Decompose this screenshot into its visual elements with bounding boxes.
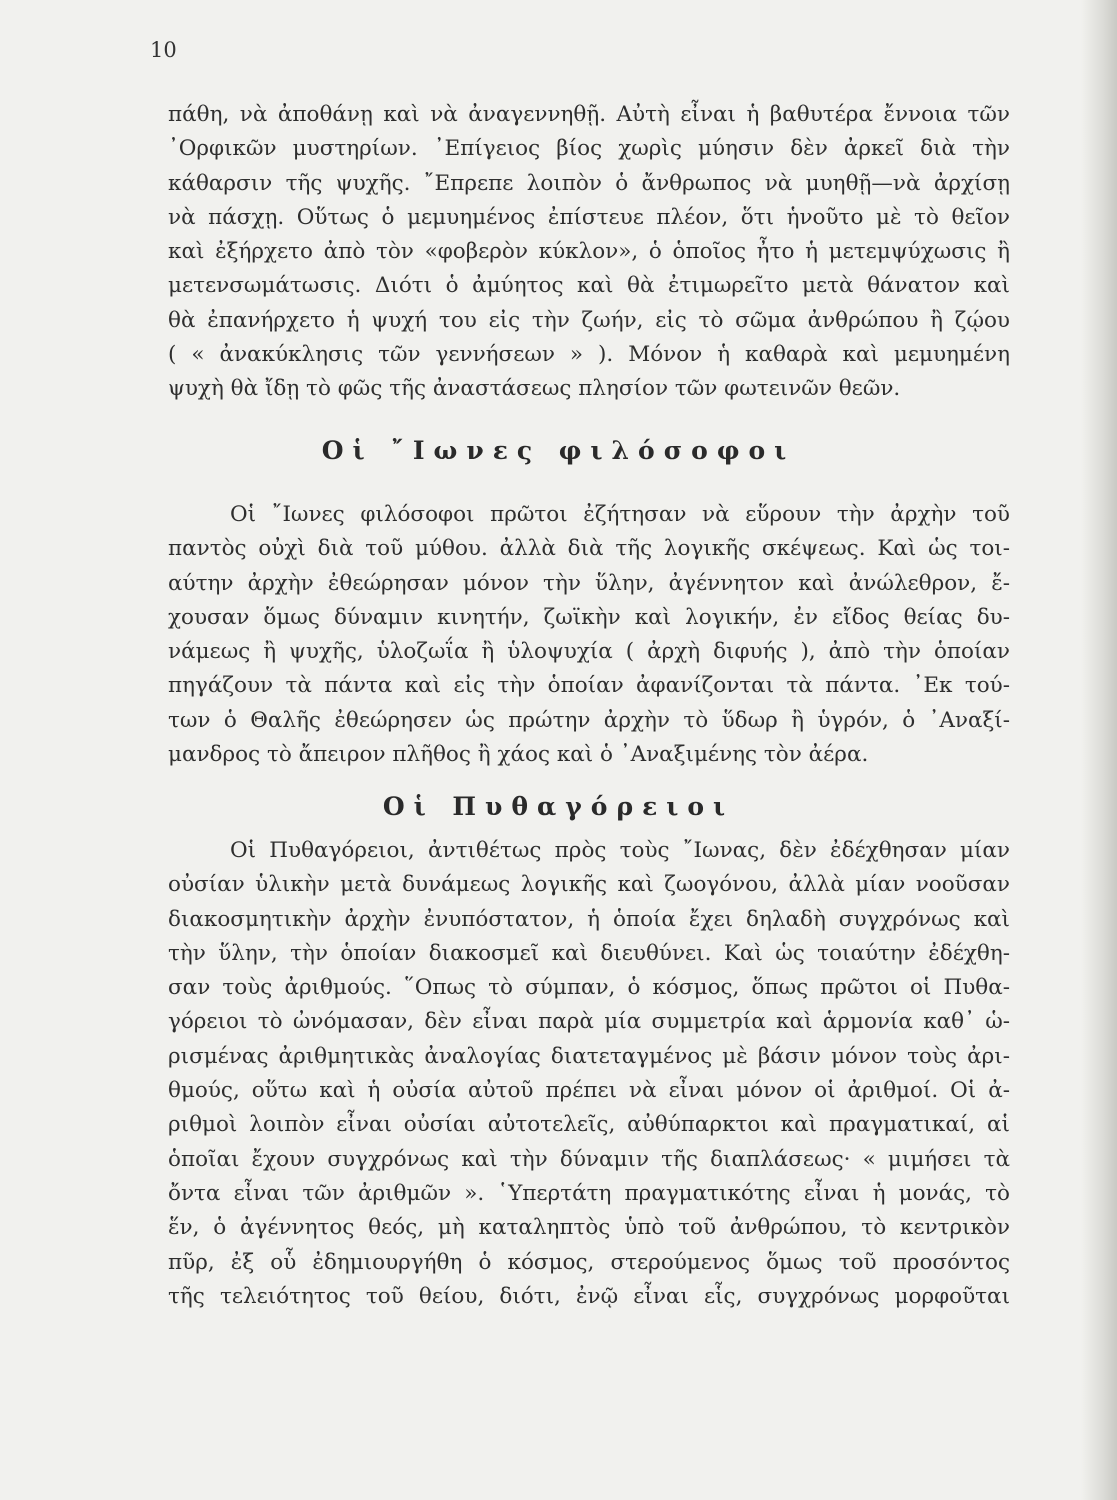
text-line: σαν τοὺς ἀριθμούς. ῞Οπως τὸ σύμπαν, ὁ κόσμος, ὅπως πρῶτοι οἱ Πυθα- — [168, 975, 1010, 1001]
text-line: ᾽Ορφικῶν μυστηρίων. ᾽Επίγειος βίος χωρὶς μύησιν δὲν ἀρκεῖ διὰ τὴν — [168, 136, 1010, 162]
text-line: ὄντα εἶναι τῶν ἀριθμῶν ». ῾Υπερτάτη πραγματικότης εἶναι ἡ μονάς, τὸ — [168, 1180, 1010, 1206]
text-line: πῦρ, ἐξ οὗ ἐδημιουργήθη ὁ κόσμος, στερούμενος ὅμως τοῦ προσόντος — [168, 1249, 1010, 1275]
page-edge-shadow — [1081, 0, 1117, 1500]
text-line: μετενσωμάτωσις. Διότι ὁ ἀμύητος καὶ θὰ ἐτιμωρεῖτο μετὰ θάνατον καὶ — [168, 273, 1010, 299]
paragraph-orphic-mysteries — [168, 98, 1010, 407]
text-line: πάθη, νὰ ἀποθάνῃ καὶ νὰ ἀναγεννηθῇ. Αὐτὴ εἶναι ἡ βαθυτέρα ἔννοια τῶν — [168, 102, 1010, 127]
text-line: Οἱ Πυθαγόρειοι, ἀντιθέτως πρὸς τοὺς ῎Ιωνας, δὲν ἐδέχθησαν μίαν — [230, 838, 1010, 863]
paragraph-pythagoreans — [168, 834, 1010, 1314]
page-number: 10 — [150, 38, 177, 62]
section-heading-ionian-philosophers: Οἱ ῎Ιωνες φιλόσοφοι — [321, 436, 796, 465]
text-line: καὶ ἐξήρχετο ἀπὸ τὸν «φοβερὸν κύκλον», ὁ ὁποῖος ἦτο ἡ μετεμψύχωσις ἢ — [168, 239, 1010, 265]
text-line: ἕν, ὁ ἀγέννητος θεός, μὴ καταληπτὸς ὑπὸ τοῦ ἀνθρώπου, τὸ κεντρικὸν — [168, 1215, 1010, 1241]
text-line: χουσαν ὅμως δύναμιν κινητήν, ζωϊκὴν καὶ λογικήν, ἐν εἴδος θείας δυ- — [168, 604, 1010, 630]
text-line: ( « ἀνακύκλησις τῶν γεννήσεων » ). Μόνον ἡ καθαρὰ καὶ μεμυημένη — [168, 342, 1010, 368]
text-line: θμούς, οὕτω καὶ ἡ οὐσία αὐτοῦ πρέπει νὰ εἶναι μόνον οἱ ἀριθμοί. Οἱ ἀ- — [168, 1078, 1010, 1104]
text-line: νάμεως ἢ ψυχῆς, ὑλοζωΐα ἢ ὑλοψυχία ( ἀρχὴ διφυής ), ἀπὸ τὴν ὁποίαν — [168, 639, 1010, 665]
text-line: κάθαρσιν τῆς ψυχῆς. ῎Επρεπε λοιπὸν ὁ ἄνθρωπος νὰ μυηθῇ—νὰ ἀρχίσῃ — [168, 170, 1010, 196]
section-heading-pythagoreans: Οἱ Πυθαγόρειοι — [382, 792, 735, 821]
text-line: Οἱ ῎Ιωνες φιλόσοφοι πρῶτοι ἐζήτησαν νὰ εὕρουν τὴν ἀρχὴν τοῦ — [230, 502, 1010, 527]
text-line: πηγάζουν τὰ πάντα καὶ εἰς τὴν ὁποίαν ἀφανίζονται τὰ πάντα. ᾽Εκ τού- — [168, 673, 1010, 699]
text-line: ριθμοὶ λοιπὸν εἶναι οὐσίαι αὐτοτελεῖς, αὐθύπαρκτοι καὶ πραγματικαί, αἱ — [168, 1112, 1010, 1138]
text-line: μανδρος τὸ ἄπειρον πλῆθος ἢ χάος καὶ ὁ ᾽Αναξιμένης τὸν ἀέρα. — [168, 742, 869, 768]
paragraph-ionian-philosophers — [168, 498, 1010, 772]
text-line: νὰ πάσχῃ. Οὕτως ὁ μεμυημένος ἐπίστευε πλέον, ὅτι ἡνοῦτο μὲ τὸ θεῖον — [168, 204, 1010, 230]
text-line: τὴν ὕλην, τὴν ὁποίαν διακοσμεῖ καὶ διευθύνει. Καὶ ὡς τοιαύτην ἐδέχθη- — [168, 940, 1010, 966]
text-line: τῆς τελειότητος τοῦ θείου, διότι, ἐνῷ εἶναι εἷς, συγχρόνως μορφοῦται — [168, 1283, 1010, 1309]
text-line: θὰ ἐπανήρχετο ἡ ψυχή του εἰς τὴν ζωήν, εἰς τὸ σῶμα ἀνθρώπου ἢ ζῴου — [168, 307, 1010, 333]
text-line: ψυχὴ θὰ ἴδῃ τὸ φῶς τῆς ἀναστάσεως πλησίον τῶν φωτεινῶν θεῶν. — [168, 376, 901, 402]
text-line: παντὸς οὐχὶ διὰ τοῦ μύθου. ἀλλὰ διὰ τῆς λογικῆς σκέψεως. Καὶ ὡς τοι- — [168, 536, 1010, 562]
text-line: οὐσίαν ὑλικὴν μετὰ δυνάμεως λογικῆς καὶ ζωογόνου, ἀλλὰ μίαν νοοῦσαν — [168, 872, 1010, 898]
text-line: των ὁ Θαλῆς ἐθεώρησεν ὡς πρώτην ἀρχὴν τὸ ὕδωρ ἢ ὑγρόν, ὁ ᾽Αναξί- — [168, 707, 1010, 733]
text-line: αύτην ἀρχὴν ἐθεώρησαν μόνον τὴν ὕλην, ἀγέννητον καὶ ἀνώλεθρον, ἔ- — [168, 570, 1010, 596]
text-line: γόρειοι τὸ ὠνόμασαν, δὲν εἶναι παρὰ μία συμμετρία καὶ ἁρμονία καθ᾽ ὡ- — [168, 1009, 1010, 1035]
text-line: ρισμένας ἀριθμητικὰς ἀναλογίας διατεταγμένος μὲ βάσιν μόνον τοὺς ἀρι- — [168, 1043, 1010, 1069]
text-line: ὁποῖαι ἔχουν συγχρόνως καὶ τὴν δύναμιν τῆς διαπλάσεως· « μιμήσει τὰ — [168, 1146, 1010, 1172]
text-line: διακοσμητικὴν ἀρχὴν ἐνυπόστατον, ἡ ὁποία ἔχει δηλαδὴ συγχρόνως καὶ — [168, 906, 1010, 932]
